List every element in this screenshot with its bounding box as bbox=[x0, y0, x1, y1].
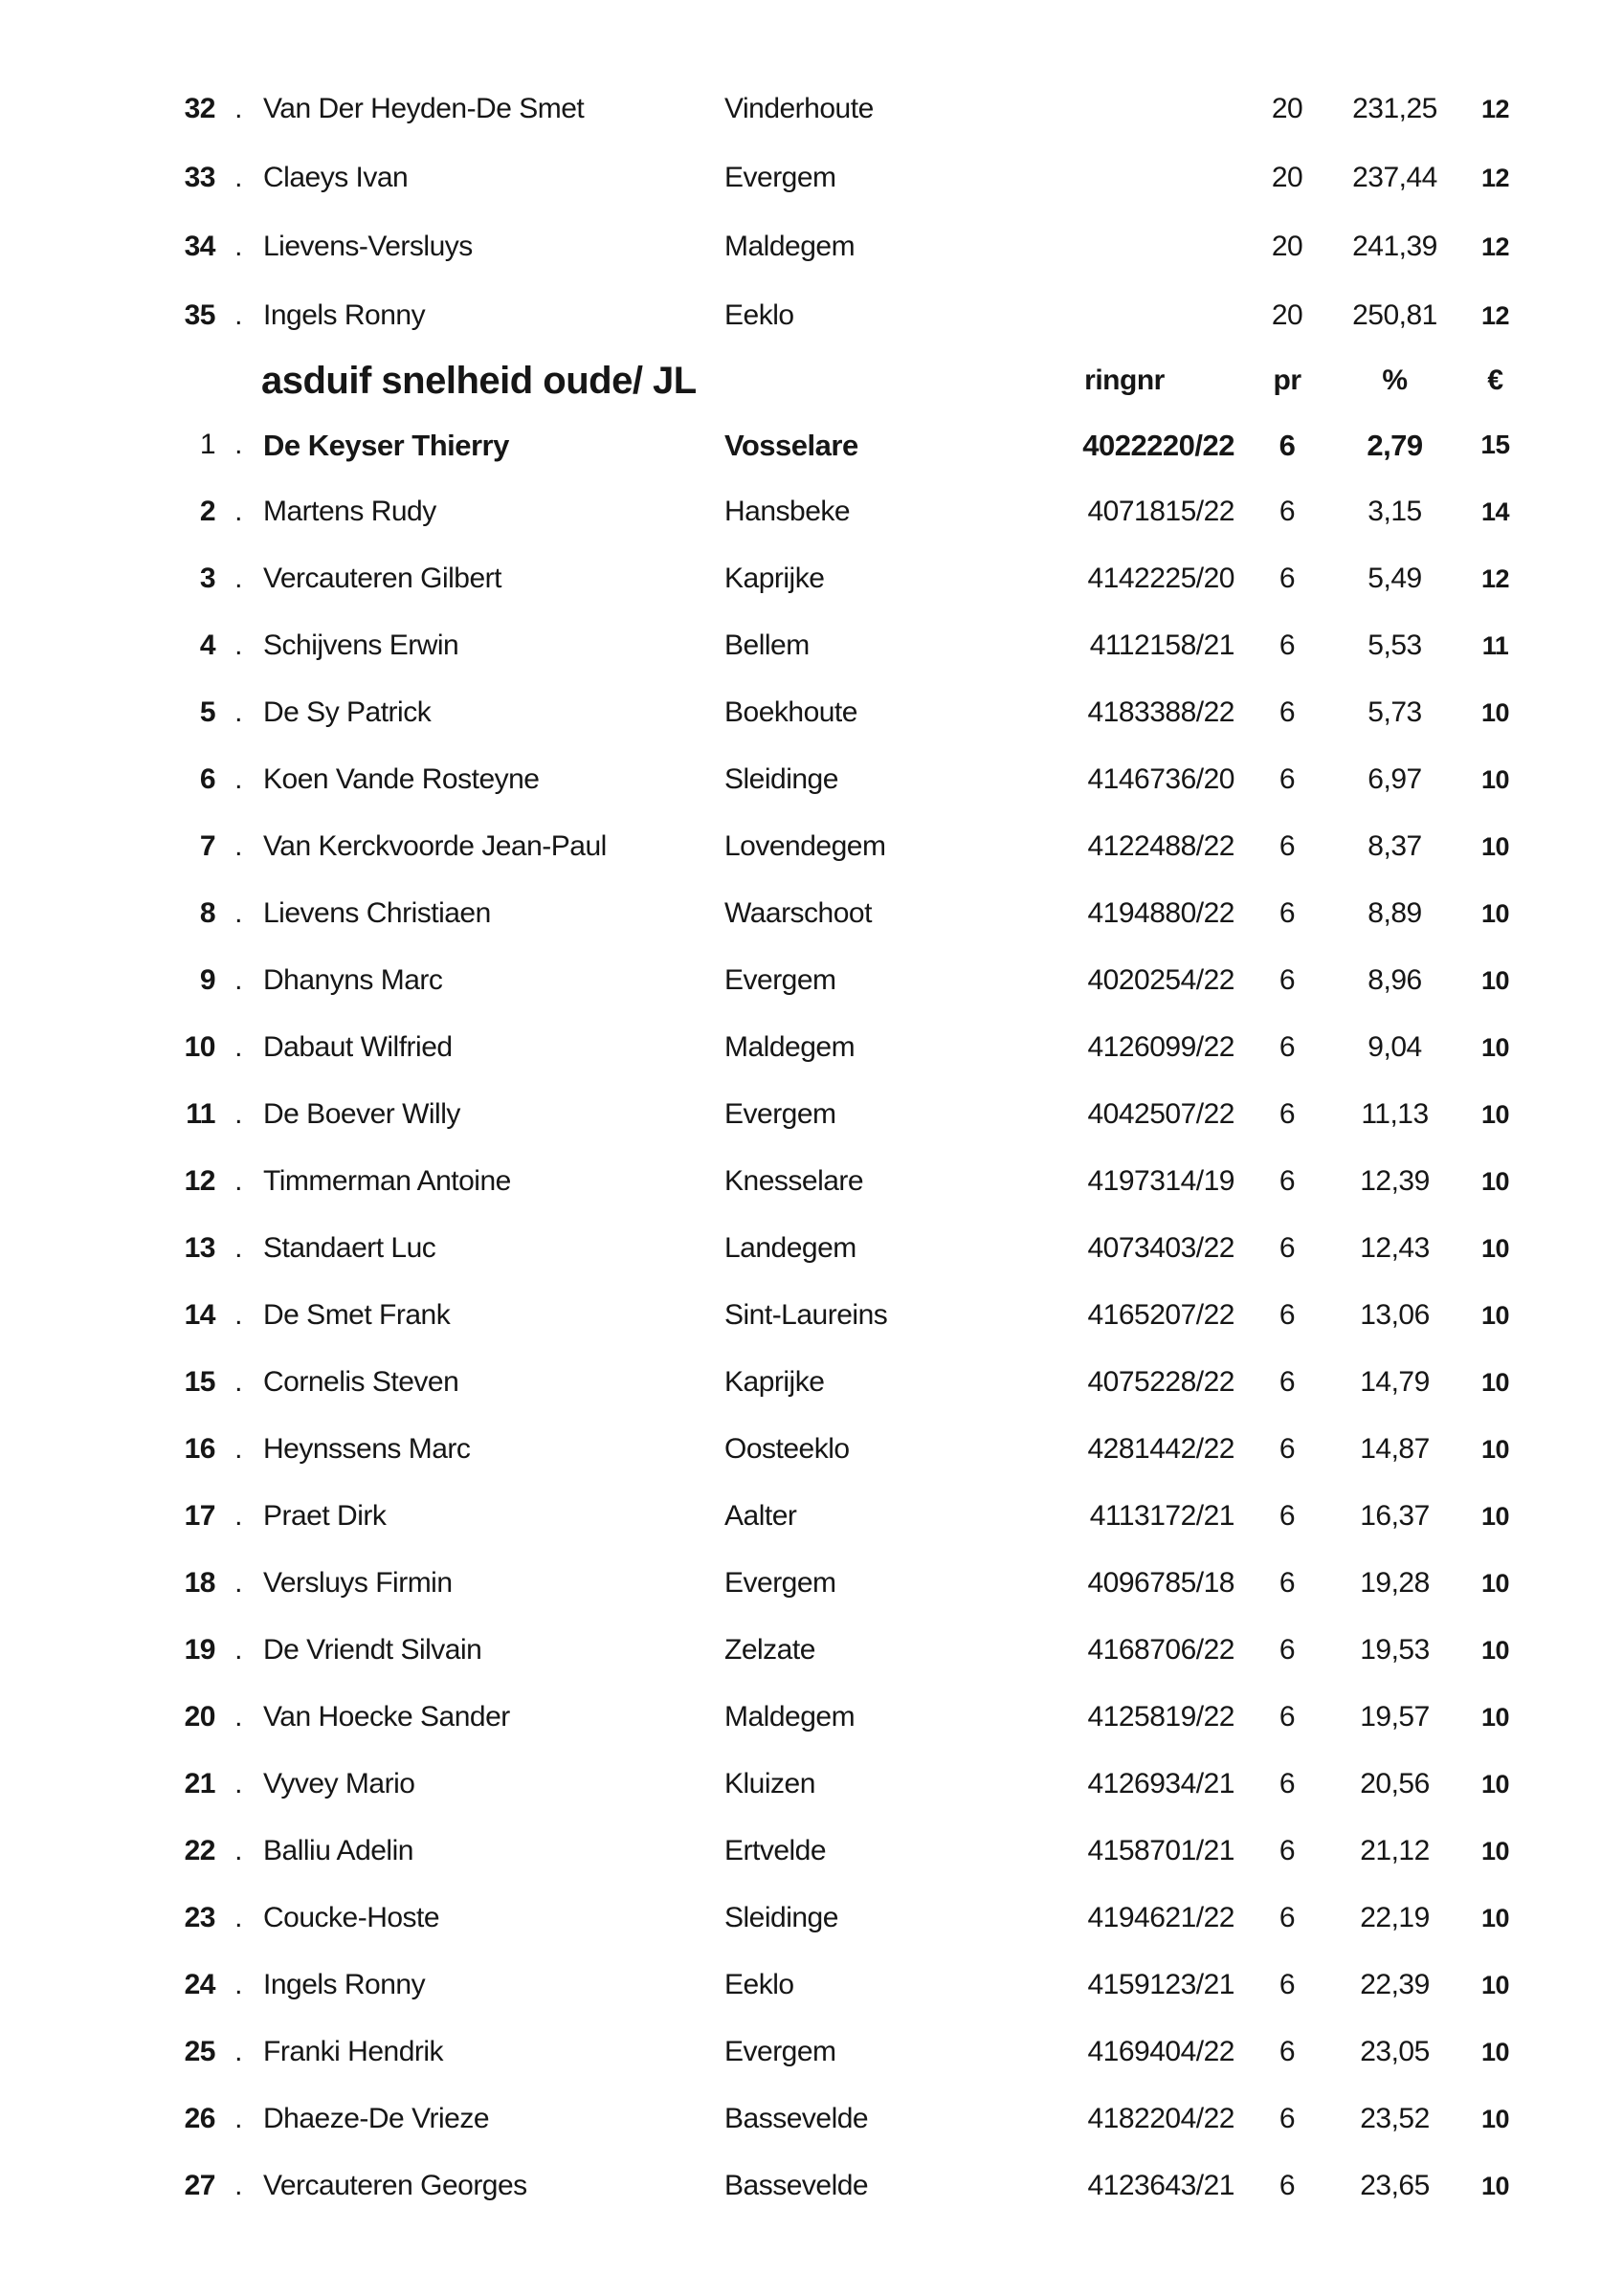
euro-cell: 10 bbox=[1480, 697, 1510, 727]
rank-cell: 6 bbox=[199, 763, 215, 795]
rank-dot: . bbox=[234, 1500, 242, 1532]
euro-cell: 15 bbox=[1480, 430, 1510, 459]
percent-cell: 14,87 bbox=[1360, 1433, 1430, 1465]
rank-cell: 9 bbox=[199, 964, 215, 996]
percent-cell: 22,39 bbox=[1360, 1969, 1430, 2000]
rank-dot: . bbox=[234, 830, 242, 862]
pr-cell: 6 bbox=[1278, 629, 1296, 661]
pr-cell: 20 bbox=[1271, 93, 1303, 124]
rank-cell: 26 bbox=[184, 2103, 215, 2134]
percent-cell: 5,73 bbox=[1367, 696, 1422, 728]
percent-cell: 12,39 bbox=[1360, 1165, 1430, 1197]
name-cell: De Vriendt Silvain bbox=[263, 1634, 482, 1666]
city-cell: Eeklo bbox=[724, 299, 794, 331]
pr-cell: 6 bbox=[1278, 1098, 1296, 1130]
euro-cell: 10 bbox=[1480, 1568, 1510, 1598]
rank-dot: . bbox=[234, 1232, 242, 1264]
percent-cell: 23,65 bbox=[1360, 2170, 1430, 2201]
rank-cell: 1 bbox=[199, 429, 215, 460]
pr-cell: 6 bbox=[1278, 696, 1296, 728]
euro-cell: 10 bbox=[1480, 1970, 1510, 1999]
rank-cell: 25 bbox=[184, 2036, 215, 2067]
pr-cell: 6 bbox=[1278, 428, 1296, 462]
city-cell: Bellem bbox=[724, 629, 810, 661]
pr-cell: 6 bbox=[1278, 1232, 1296, 1264]
ringnr-cell: 4075228/22 bbox=[1087, 1366, 1234, 1398]
rank-dot: . bbox=[234, 1835, 242, 1866]
ringnr-cell: 4281442/22 bbox=[1087, 1433, 1234, 1465]
rank-dot: . bbox=[234, 964, 242, 996]
rank-cell: 12 bbox=[184, 1165, 215, 1197]
percent-cell: 8,89 bbox=[1367, 897, 1422, 929]
city-cell: Evergem bbox=[724, 162, 836, 193]
rank-dot: . bbox=[234, 1165, 242, 1197]
ringnr-cell: 4183388/22 bbox=[1087, 696, 1234, 728]
city-cell: Evergem bbox=[724, 1098, 836, 1130]
euro-cell: 12 bbox=[1480, 563, 1510, 593]
city-cell: Maldegem bbox=[724, 1031, 856, 1063]
rank-cell: 13 bbox=[184, 1232, 215, 1264]
name-cell: Dabaut Wilfried bbox=[263, 1031, 453, 1063]
prelude-row bbox=[72, 75, 1623, 144]
name-cell: Ingels Ronny bbox=[263, 299, 426, 331]
result-row bbox=[72, 2152, 1623, 2219]
percent-cell: 19,57 bbox=[1360, 1701, 1430, 1733]
euro-cell: 10 bbox=[1480, 2171, 1510, 2200]
pr-cell: 6 bbox=[1278, 964, 1296, 996]
city-cell: Aalter bbox=[724, 1500, 797, 1532]
result-row bbox=[72, 1885, 1623, 1952]
euro-cell: 12 bbox=[1480, 232, 1510, 261]
pr-cell: 20 bbox=[1271, 162, 1303, 193]
euro-cell: 10 bbox=[1480, 1300, 1510, 1330]
rank-dot: . bbox=[234, 629, 242, 661]
city-cell: Evergem bbox=[724, 964, 836, 996]
result-row bbox=[72, 1081, 1623, 1148]
rank-cell: 15 bbox=[184, 1366, 215, 1398]
rank-cell: 3 bbox=[199, 563, 215, 594]
rank-dot: . bbox=[234, 1366, 242, 1398]
result-row bbox=[72, 679, 1623, 746]
rank-cell: 33 bbox=[184, 162, 215, 193]
euro-cell: 10 bbox=[1480, 1434, 1510, 1464]
city-cell: Zelzate bbox=[724, 1634, 815, 1666]
name-cell: Praet Dirk bbox=[263, 1500, 387, 1532]
rank-cell: 20 bbox=[184, 1701, 215, 1733]
percent-cell: 9,04 bbox=[1367, 1031, 1422, 1063]
pr-cell: 6 bbox=[1278, 2103, 1296, 2134]
name-cell: Timmerman Antoine bbox=[263, 1165, 511, 1197]
euro-cell: 10 bbox=[1480, 831, 1510, 861]
rank-dot: . bbox=[234, 1902, 242, 1933]
column-header-ringnr: ringnr bbox=[1084, 364, 1165, 396]
pr-cell: 6 bbox=[1278, 1567, 1296, 1599]
rank-cell: 22 bbox=[184, 1835, 215, 1866]
name-cell: Dhanyns Marc bbox=[263, 964, 443, 996]
ringnr-cell: 4165207/22 bbox=[1087, 1299, 1234, 1331]
result-row bbox=[72, 1282, 1623, 1349]
ringnr-cell: 4168706/22 bbox=[1087, 1634, 1234, 1666]
rank-cell: 16 bbox=[184, 1433, 215, 1465]
rank-cell: 11 bbox=[186, 1098, 215, 1130]
percent-cell: 22,19 bbox=[1360, 1902, 1430, 1933]
result-row bbox=[72, 1550, 1623, 1617]
rank-cell: 27 bbox=[184, 2170, 215, 2201]
result-row bbox=[72, 813, 1623, 880]
rank-cell: 19 bbox=[184, 1634, 215, 1666]
rank-dot: . bbox=[234, 231, 242, 262]
euro-cell: 10 bbox=[1480, 1233, 1510, 1263]
euro-cell: 10 bbox=[1480, 1702, 1510, 1732]
percent-cell: 250,81 bbox=[1352, 299, 1437, 331]
percent-cell: 14,79 bbox=[1360, 1366, 1430, 1398]
percent-cell: 11,13 bbox=[1361, 1098, 1429, 1130]
result-row bbox=[72, 2019, 1623, 2086]
name-cell: Schijvens Erwin bbox=[263, 629, 459, 661]
rank-cell: 14 bbox=[184, 1299, 215, 1331]
name-cell: De Keyser Thierry bbox=[263, 428, 509, 462]
euro-cell: 10 bbox=[1480, 965, 1510, 995]
euro-cell: 14 bbox=[1480, 497, 1510, 526]
result-row bbox=[72, 1215, 1623, 1282]
rank-dot: . bbox=[234, 299, 242, 331]
name-cell: Lievens Christiaen bbox=[263, 897, 491, 929]
result-row bbox=[72, 880, 1623, 947]
city-cell: Kaprijke bbox=[724, 563, 825, 594]
euro-cell: 10 bbox=[1480, 1836, 1510, 1866]
rank-dot: . bbox=[234, 1433, 242, 1465]
ringnr-cell: 4123643/21 bbox=[1087, 2170, 1234, 2201]
name-cell: Vercauteren Georges bbox=[263, 2170, 527, 2201]
pr-cell: 20 bbox=[1271, 231, 1303, 262]
column-header-pr: pr bbox=[1273, 364, 1301, 396]
city-cell: Maldegem bbox=[724, 231, 856, 262]
asduif-result-rows bbox=[72, 411, 1623, 2219]
ringnr-cell: 4126934/21 bbox=[1087, 1768, 1234, 1799]
percent-cell: 8,96 bbox=[1367, 964, 1422, 996]
rank-cell: 21 bbox=[184, 1768, 215, 1799]
euro-cell: 12 bbox=[1480, 300, 1510, 330]
ringnr-cell: 4146736/20 bbox=[1087, 763, 1234, 795]
name-cell: Vyvey Mario bbox=[263, 1768, 415, 1799]
city-cell: Ertvelde bbox=[724, 1835, 827, 1866]
city-cell: Sleidinge bbox=[724, 763, 838, 795]
name-cell: Standaert Luc bbox=[263, 1232, 436, 1264]
rank-dot: . bbox=[234, 1634, 242, 1666]
result-row bbox=[72, 411, 1623, 478]
rank-dot: . bbox=[234, 696, 242, 728]
result-row bbox=[72, 1818, 1623, 1885]
name-cell: Koen Vande Rosteyne bbox=[263, 763, 540, 795]
euro-cell: 10 bbox=[1480, 1032, 1510, 1062]
rank-dot: . bbox=[234, 2036, 242, 2067]
percent-cell: 19,28 bbox=[1360, 1567, 1430, 1599]
city-cell: Evergem bbox=[724, 2036, 836, 2067]
pr-cell: 6 bbox=[1278, 763, 1296, 795]
ringnr-cell: 4158701/21 bbox=[1087, 1835, 1234, 1866]
rank-cell: 17 bbox=[184, 1500, 215, 1532]
result-row bbox=[72, 612, 1623, 679]
rank-dot: . bbox=[234, 897, 242, 929]
column-header-percent: % bbox=[1382, 364, 1408, 396]
euro-cell: 10 bbox=[1480, 1903, 1510, 1932]
name-cell: De Sy Patrick bbox=[263, 696, 432, 728]
percent-cell: 20,56 bbox=[1360, 1768, 1430, 1799]
prelude-row bbox=[72, 212, 1623, 281]
percent-cell: 12,43 bbox=[1360, 1232, 1430, 1264]
pr-cell: 6 bbox=[1278, 897, 1296, 929]
euro-cell: 12 bbox=[1480, 163, 1510, 192]
pr-cell: 6 bbox=[1278, 1299, 1296, 1331]
result-row bbox=[72, 478, 1623, 545]
rank-dot: . bbox=[234, 93, 242, 124]
pr-cell: 6 bbox=[1278, 496, 1296, 527]
euro-cell: 10 bbox=[1480, 1501, 1510, 1531]
pr-cell: 6 bbox=[1278, 1701, 1296, 1733]
city-cell: Sleidinge bbox=[724, 1902, 838, 1933]
rank-cell: 23 bbox=[184, 1902, 215, 1933]
name-cell: Vercauteren Gilbert bbox=[263, 563, 501, 594]
rank-dot: . bbox=[234, 162, 242, 193]
ringnr-cell: 4122488/22 bbox=[1087, 830, 1234, 862]
percent-cell: 23,05 bbox=[1360, 2036, 1430, 2067]
name-cell: Ingels Ronny bbox=[263, 1969, 426, 2000]
rank-dot: . bbox=[234, 2170, 242, 2201]
euro-cell: 10 bbox=[1480, 1769, 1510, 1799]
ringnr-cell: 4182204/22 bbox=[1087, 2103, 1234, 2134]
city-cell: Vosselare bbox=[724, 428, 858, 462]
previous-category-rows bbox=[72, 75, 1623, 350]
ringnr-cell: 4071815/22 bbox=[1087, 496, 1234, 527]
column-header-euro: € bbox=[1487, 364, 1503, 396]
pr-cell: 6 bbox=[1278, 1768, 1296, 1799]
name-cell: Van Der Heyden-De Smet bbox=[263, 93, 585, 124]
name-cell: Van Hoecke Sander bbox=[263, 1701, 510, 1733]
section-header-row bbox=[72, 350, 1623, 411]
rank-dot: . bbox=[234, 563, 242, 594]
percent-cell: 16,37 bbox=[1360, 1500, 1430, 1532]
rank-cell: 18 bbox=[184, 1567, 215, 1599]
ringnr-cell: 4125819/22 bbox=[1087, 1701, 1234, 1733]
pr-cell: 6 bbox=[1278, 1902, 1296, 1933]
euro-cell: 10 bbox=[1480, 2037, 1510, 2066]
rank-dot: . bbox=[234, 763, 242, 795]
city-cell: Vinderhoute bbox=[724, 93, 874, 124]
name-cell: Coucke-Hoste bbox=[263, 1902, 440, 1933]
rank-cell: 32 bbox=[184, 93, 215, 124]
city-cell: Knesselare bbox=[724, 1165, 864, 1197]
result-row bbox=[72, 1416, 1623, 1483]
ringnr-cell: 4020254/22 bbox=[1087, 964, 1234, 996]
euro-cell: 10 bbox=[1480, 2104, 1510, 2133]
section-title: asduif snelheid oude/ JL bbox=[261, 360, 697, 402]
city-cell: Evergem bbox=[724, 1567, 836, 1599]
name-cell: Martens Rudy bbox=[263, 496, 436, 527]
ringnr-cell: 4197314/19 bbox=[1087, 1165, 1234, 1197]
ringnr-cell: 4096785/18 bbox=[1087, 1567, 1234, 1599]
ringnr-cell: 4142225/20 bbox=[1087, 563, 1234, 594]
name-cell: Van Kerckvoorde Jean-Paul bbox=[263, 830, 607, 862]
euro-cell: 10 bbox=[1480, 1166, 1510, 1196]
result-row bbox=[72, 1349, 1623, 1416]
percent-cell: 19,53 bbox=[1360, 1634, 1430, 1666]
city-cell: Bassevelde bbox=[724, 2103, 869, 2134]
pr-cell: 6 bbox=[1278, 1969, 1296, 2000]
city-cell: Eeklo bbox=[724, 1969, 794, 2000]
percent-cell: 5,49 bbox=[1367, 563, 1422, 594]
pr-cell: 6 bbox=[1278, 1634, 1296, 1666]
result-row bbox=[72, 947, 1623, 1014]
rank-dot: . bbox=[234, 496, 242, 527]
ringnr-cell: 4073403/22 bbox=[1087, 1232, 1234, 1264]
ringnr-cell: 4022220/22 bbox=[1082, 428, 1234, 462]
rank-dot: . bbox=[234, 1701, 242, 1733]
pr-cell: 20 bbox=[1271, 299, 1303, 331]
name-cell: De Boever Willy bbox=[263, 1098, 460, 1130]
rank-cell: 5 bbox=[199, 696, 215, 728]
ringnr-cell: 4112158/21 bbox=[1089, 629, 1234, 661]
percent-cell: 231,25 bbox=[1352, 93, 1437, 124]
prelude-row bbox=[72, 144, 1623, 212]
ringnr-cell: 4194621/22 bbox=[1087, 1902, 1234, 1933]
pr-cell: 6 bbox=[1278, 1165, 1296, 1197]
result-row bbox=[72, 1952, 1623, 2019]
pr-cell: 6 bbox=[1278, 2036, 1296, 2067]
name-cell: De Smet Frank bbox=[263, 1299, 451, 1331]
euro-cell: 10 bbox=[1480, 1635, 1510, 1665]
result-row bbox=[72, 1148, 1623, 1215]
ringnr-cell: 4113172/21 bbox=[1089, 1500, 1234, 1532]
percent-cell: 2,79 bbox=[1367, 428, 1423, 462]
result-row bbox=[72, 1684, 1623, 1751]
rank-cell: 24 bbox=[184, 1969, 215, 2000]
pr-cell: 6 bbox=[1278, 1500, 1296, 1532]
city-cell: Lovendegem bbox=[724, 830, 886, 862]
name-cell: Cornelis Steven bbox=[263, 1366, 459, 1398]
city-cell: Bassevelde bbox=[724, 2170, 869, 2201]
result-row bbox=[72, 545, 1623, 612]
pr-cell: 6 bbox=[1278, 1835, 1296, 1866]
ringnr-cell: 4159123/21 bbox=[1087, 1969, 1234, 2000]
city-cell: Oosteeklo bbox=[724, 1433, 850, 1465]
euro-cell: 11 bbox=[1481, 630, 1509, 660]
name-cell: Dhaeze-De Vrieze bbox=[263, 2103, 489, 2134]
percent-cell: 6,97 bbox=[1367, 763, 1422, 795]
percent-cell: 21,12 bbox=[1360, 1835, 1430, 1866]
pr-cell: 6 bbox=[1278, 1433, 1296, 1465]
rank-dot: . bbox=[234, 429, 242, 460]
result-row bbox=[72, 1014, 1623, 1081]
result-row bbox=[72, 1617, 1623, 1684]
rank-cell: 7 bbox=[199, 830, 215, 862]
ringnr-cell: 4042507/22 bbox=[1087, 1098, 1234, 1130]
rank-dot: . bbox=[234, 1567, 242, 1599]
percent-cell: 237,44 bbox=[1352, 162, 1437, 193]
pr-cell: 6 bbox=[1278, 1366, 1296, 1398]
rank-dot: . bbox=[234, 1299, 242, 1331]
name-cell: Claeys Ivan bbox=[263, 162, 409, 193]
rank-cell: 34 bbox=[184, 231, 215, 262]
rank-cell: 4 bbox=[199, 629, 215, 661]
rank-cell: 2 bbox=[199, 496, 215, 527]
name-cell: Balliu Adelin bbox=[263, 1835, 413, 1866]
name-cell: Versluys Firmin bbox=[263, 1567, 453, 1599]
euro-cell: 10 bbox=[1480, 1367, 1510, 1397]
rank-cell: 35 bbox=[184, 299, 215, 331]
pr-cell: 6 bbox=[1278, 2170, 1296, 2201]
pr-cell: 6 bbox=[1278, 563, 1296, 594]
name-cell: Franki Hendrik bbox=[263, 2036, 444, 2067]
percent-cell: 13,06 bbox=[1360, 1299, 1430, 1331]
city-cell: Maldegem bbox=[724, 1701, 856, 1733]
euro-cell: 10 bbox=[1480, 898, 1510, 928]
pr-cell: 6 bbox=[1278, 830, 1296, 862]
city-cell: Kaprijke bbox=[724, 1366, 825, 1398]
result-row bbox=[72, 1751, 1623, 1818]
rank-dot: . bbox=[234, 1969, 242, 2000]
euro-cell: 10 bbox=[1480, 1099, 1510, 1129]
result-row bbox=[72, 1483, 1623, 1550]
percent-cell: 5,53 bbox=[1367, 629, 1422, 661]
name-cell: Lievens-Versluys bbox=[263, 231, 473, 262]
rank-dot: . bbox=[234, 1098, 242, 1130]
rank-cell: 10 bbox=[184, 1031, 215, 1063]
city-cell: Waarschoot bbox=[724, 897, 872, 929]
city-cell: Sint-Laureins bbox=[724, 1299, 888, 1331]
ringnr-cell: 4126099/22 bbox=[1087, 1031, 1234, 1063]
result-row bbox=[72, 2086, 1623, 2152]
city-cell: Hansbeke bbox=[724, 496, 851, 527]
percent-cell: 241,39 bbox=[1352, 231, 1437, 262]
city-cell: Kluizen bbox=[724, 1768, 815, 1799]
percent-cell: 23,52 bbox=[1360, 2103, 1430, 2134]
ringnr-cell: 4169404/22 bbox=[1087, 2036, 1234, 2067]
rank-dot: . bbox=[234, 2103, 242, 2134]
euro-cell: 10 bbox=[1480, 764, 1510, 794]
prelude-row bbox=[72, 281, 1623, 350]
rank-dot: . bbox=[234, 1031, 242, 1063]
percent-cell: 3,15 bbox=[1367, 496, 1422, 527]
name-cell: Heynssens Marc bbox=[263, 1433, 471, 1465]
ringnr-cell: 4194880/22 bbox=[1087, 897, 1234, 929]
result-row bbox=[72, 746, 1623, 813]
city-cell: Landegem bbox=[724, 1232, 856, 1264]
euro-cell: 12 bbox=[1480, 94, 1510, 123]
percent-cell: 8,37 bbox=[1367, 830, 1422, 862]
rank-dot: . bbox=[234, 1768, 242, 1799]
rank-cell: 8 bbox=[199, 897, 215, 929]
pr-cell: 6 bbox=[1278, 1031, 1296, 1063]
city-cell: Boekhoute bbox=[724, 696, 857, 728]
